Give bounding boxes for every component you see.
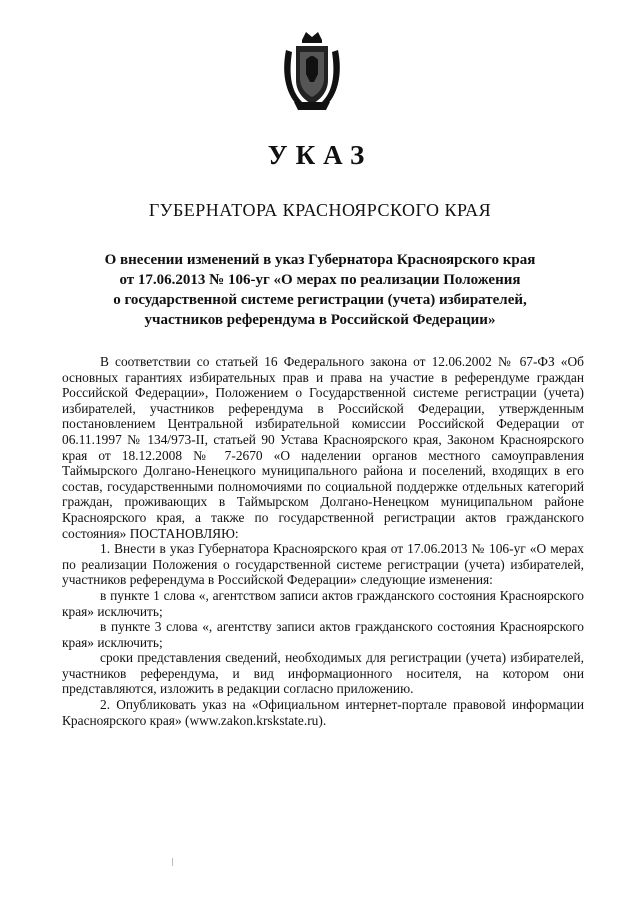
heading-line: о государственной системе регистрации (учета) избирателей,	[113, 292, 527, 308]
document-title: УКАЗ	[267, 140, 373, 170]
amendment-paragraph: в пункте 1 слова «, агентством записи актов гражданского состояния Красноярского края» исключить;	[62, 587, 584, 619]
preamble-paragraph: В соответствии со статьей 16 Федерального закона от 12.06.2002 № 67-ФЗ «Об основных гарантиях избирательных прав и права на участие в референдуме граждан Российской Федерации», Положением о Государственной системе регистрации (учета) избирателей, участников референдума в Российской Федерации, утвержденным постановлением Центральной избирательной комиссии Российской Федерации от 06.11.1997 № 134/973-II, статьей 90 Устава Красноярского края, Законом Красноярского края от 18.12.2008 № 7-2670 «О наделении органов местного самоуправления Таймырского Долгано-Ненецкого муниципального района и поселений, входящих в его состав, государственными полномочиями по социальной поддержке отдельных категорий граждан, проживающих в Таймырском Долгано-Ненецком муниципальном районе Красноярского края, а также по государственной регистрации актов гражданского состояния» ПОСТАНОВЛЯЮ:	[62, 354, 584, 541]
scan-mark	[172, 858, 173, 866]
coat-of-arms-emblem	[280, 30, 344, 112]
document-heading	[70, 250, 570, 330]
amendment-paragraph: сроки представления сведений, необходимых для регистрации (учета) избирателей, участников референдума, и вид информационного носителя, на котором они представляются, изложить в редакции согласно приложению.	[62, 650, 584, 697]
clause-2-paragraph: 2. Опубликовать указ на «Официальном интернет-портале правовой информации Красноярского края» (www.zakon.krskstate.ru).	[62, 697, 584, 728]
document-body	[62, 354, 584, 728]
document-subtitle: ГУБЕРНАТОРА КРАСНОЯРСКОГО КРАЯ	[148, 200, 492, 220]
amendment-paragraph: в пункте 3 слова «, агентству записи актов гражданского состояния Красноярского края» исключить;	[62, 619, 584, 650]
clause-1-paragraph: 1. Внести в указ Губернатора Красноярского края от 17.06.2013 № 106-уг «О мерах по реализации Положения о государственной системе регистрации (учета) избирателей, участников референдума в Российской Федерации» следующие изменения:	[62, 541, 584, 588]
heading-line: от 17.06.2013 № 106-уг «О мерах по реализации Положения	[119, 272, 521, 288]
heading-line: О внесении изменений в указ Губернатора Красноярского края	[104, 252, 536, 268]
heading-line: участников референдума в Российской Федерации»	[144, 312, 496, 328]
